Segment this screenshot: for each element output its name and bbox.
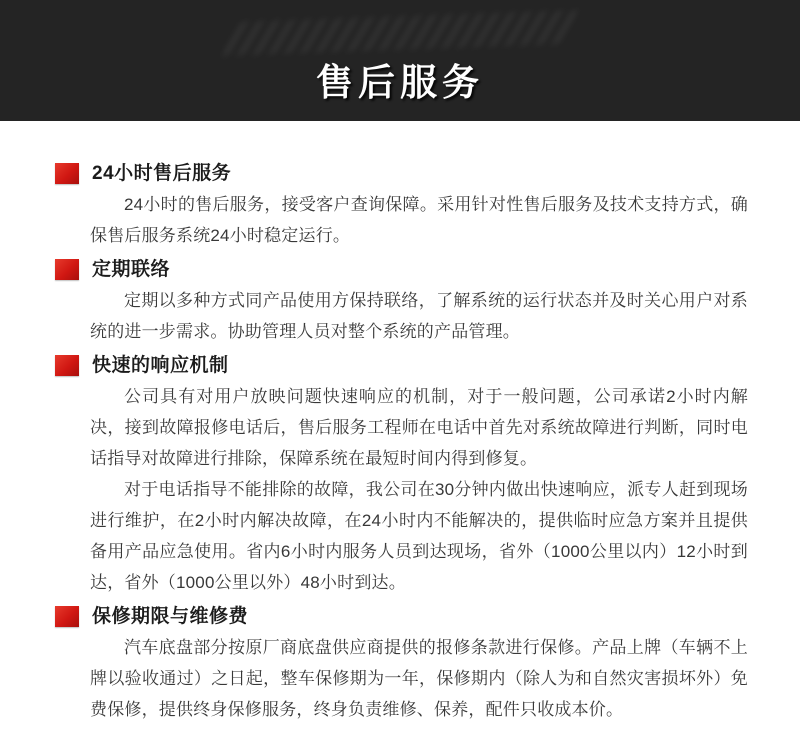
section-paragraph: 公司具有对用户放映问题快速响应的机制，对于一般问题，公司承诺2小时内解决，接到故障报修电话后，售后服务工程师在电话中首先对系统故障进行判断，同时电话指导对故障进行排除，保障系统在最短时间内得到修复。 bbox=[90, 387, 748, 468]
red-square-bullet-icon bbox=[55, 606, 79, 627]
section-warranty bbox=[55, 601, 748, 725]
watermark-smudge bbox=[222, 10, 577, 56]
red-square-bullet-icon bbox=[55, 355, 79, 376]
section-title: 保修期限与维修费 bbox=[92, 606, 249, 627]
section-paragraph: 汽车底盘部分按原厂商底盘供应商提供的报修条款进行保修。产品上牌（车辆不上牌以验收通过）之日起，整车保修期为一年，保修期内（除人为和自然灾害损坏外）免费保修，提供终身保修服务，终身负责维修、保养，配件只收成本价。 bbox=[90, 638, 748, 719]
page-title: 售后服务 bbox=[316, 62, 484, 103]
section-title: 24小时售后服务 bbox=[92, 163, 232, 184]
page-header-banner bbox=[0, 0, 800, 121]
section-heading bbox=[55, 158, 748, 189]
red-square-bullet-icon bbox=[55, 259, 79, 280]
section-quick-response bbox=[55, 350, 748, 598]
section-regular-contact bbox=[55, 254, 748, 347]
red-square-bullet-icon bbox=[55, 163, 79, 184]
section-paragraph: 定期以多种方式同产品使用方保持联络，了解系统的运行状态并及时关心用户对系统的进一步需求。协助管理人员对整个系统的产品管理。 bbox=[90, 291, 748, 341]
section-24h-service bbox=[55, 158, 748, 251]
section-paragraph: 对于电话指导不能排除的故障，我公司在30分钟内做出快速响应，派专人赶到现场进行维护，在2小时内解决故障，在24小时内不能解决的，提供临时应急方案并且提供备用产品应急使用。省内6小时内服务人员到达现场，省外（1000公里以内）12小时到达，省外（1000公里以外）48小时到达。 bbox=[90, 480, 748, 592]
section-heading bbox=[55, 350, 748, 381]
section-paragraph: 24小时的售后服务，接受客户查询保障。采用针对性售后服务及技术支持方式，确保售后服务系统24小时稳定运行。 bbox=[90, 195, 748, 245]
section-title: 定期联络 bbox=[92, 259, 171, 280]
section-heading bbox=[55, 601, 748, 632]
section-title: 快速的响应机制 bbox=[92, 355, 229, 376]
service-content bbox=[0, 121, 800, 741]
section-heading bbox=[55, 254, 748, 285]
